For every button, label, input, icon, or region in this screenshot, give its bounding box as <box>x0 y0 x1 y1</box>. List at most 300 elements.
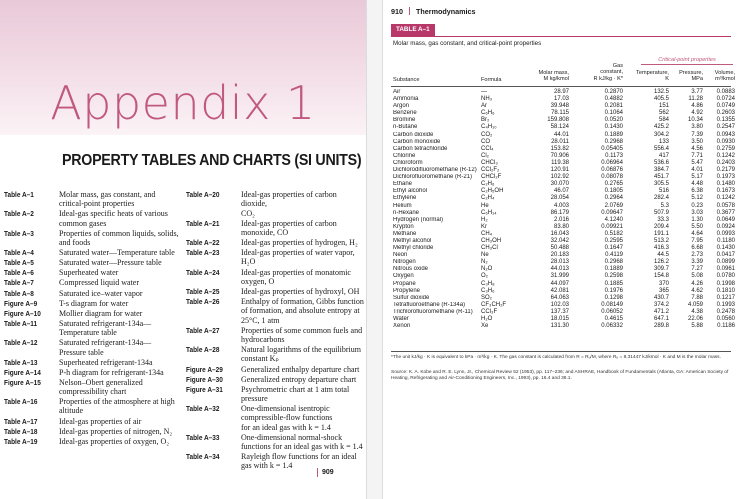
cell-gas-constant: 0.2595 <box>604 237 623 244</box>
left-page <box>0 0 366 499</box>
cell-pressure: 3.39 <box>691 259 703 266</box>
cell-gas-constant: 0.4615 <box>604 316 623 322</box>
cell-volume: 0.0649 <box>716 216 735 223</box>
toc-entry-label: Table A–16 <box>4 397 38 407</box>
cell-formula: C₆H₆ <box>481 110 495 117</box>
cell-gas-constant: 0.1064 <box>604 110 623 117</box>
cell-pressure: 4.059 <box>687 301 703 308</box>
cell-molar-mass: 46.07 <box>553 188 569 195</box>
cell-formula: CF₃CH₂F <box>481 301 507 308</box>
table-row <box>383 181 737 188</box>
cell-temperature: 513.2 <box>653 237 669 244</box>
cell-volume: 0.0749 <box>716 103 735 110</box>
toc-entry <box>4 289 182 298</box>
cell-substance: Chlorine <box>393 152 416 159</box>
cell-pressure: 5.12 <box>691 195 703 202</box>
cell-temperature: 370 <box>658 280 669 287</box>
footnote-source: Source: K. A. Kobe and R. E. Lynn, Jr., Chemical Review 52 (1953), pp. 117–236; and ASHRAE, Handbook of Fundamentals (Atlanta, GA: American Society of Heating, Refrigerating and Air-Conditioning Engineers, Inc., 1993), pp. 16.4 and 36.1. <box>391 370 729 381</box>
table-row <box>383 316 737 323</box>
toc-entry-text: Ideal-gas properties of monatomic oxygen, O <box>241 267 351 286</box>
table-row <box>383 288 737 295</box>
cell-temperature: 5.3 <box>660 202 669 209</box>
cell-substance: n-Hexane <box>393 209 420 216</box>
toc-entry-label: Table A–20 <box>186 190 220 199</box>
cell-temperature: 384.7 <box>653 167 669 174</box>
cell-gas-constant: 0.1298 <box>604 294 623 301</box>
cell-substance: Carbon monoxide <box>393 138 441 145</box>
cell-substance: Carbon dioxide <box>393 131 434 138</box>
toc-entry-label: Table A–13 <box>4 357 38 367</box>
table-tag: TABLE A–1 <box>391 24 435 36</box>
toc-entry-text: Ideal-gas properties of water vapor, H₂O <box>241 248 355 267</box>
cell-gas-constant: 0.06964 <box>601 159 623 166</box>
toc-entry-text: Compressed liquid water <box>59 278 139 288</box>
toc-entry <box>4 319 182 338</box>
cell-pressure: 4.26 <box>691 280 703 287</box>
cell-formula: CO₂ <box>481 131 493 138</box>
cell-molar-mass: 83.80 <box>553 223 569 230</box>
cell-volume: 0.1242 <box>716 152 735 159</box>
toc-entry-text: Rayleigh flow functions for an ideal gas with k = 1.4 <box>241 452 357 471</box>
toc-entry-text: Ideal-gas properties of nitrogen, N₂ <box>59 426 173 436</box>
toc-entry-text: Saturated water—Pressure table <box>59 258 162 268</box>
toc-entry-text: Ideal-gas properties of carbon monoxide, CO <box>241 218 337 237</box>
toc-entry-label: Table A–25 <box>186 286 220 296</box>
cell-temperature: 33.3 <box>657 216 669 223</box>
cell-temperature: 126.2 <box>653 259 669 266</box>
cell-pressure: 4.64 <box>691 230 703 237</box>
cell-molar-mass: 28.97 <box>553 89 569 95</box>
cell-volume: 0.2478 <box>716 308 735 315</box>
cell-substance: Tetrafluoroethane (R-134a) <box>393 301 466 308</box>
cell-formula: Ne <box>481 252 489 259</box>
toc-entry-label: Table A–17 <box>4 416 38 426</box>
cell-volume: 0.1973 <box>716 174 735 181</box>
toc-entry <box>4 378 182 397</box>
toc-entry <box>186 190 364 218</box>
toc-entry <box>4 209 182 228</box>
toc-entry-text: Saturated ice–water vapor <box>59 288 143 298</box>
cell-gas-constant: 0.5182 <box>604 230 623 237</box>
cell-molar-mass: 32.042 <box>550 237 569 244</box>
cell-molar-mass: 31.999 <box>550 273 569 280</box>
running-header <box>391 7 476 16</box>
cell-pressure: 4.92 <box>691 110 703 117</box>
cell-gas-constant: 0.1889 <box>604 266 623 273</box>
cell-temperature: 191.1 <box>653 230 669 237</box>
table-bottom-rule <box>391 351 731 352</box>
toc-entry <box>4 309 182 318</box>
cell-pressure: 2.73 <box>691 252 703 259</box>
cell-molar-mass: 4.003 <box>553 202 569 209</box>
cell-volume: 0.1180 <box>717 237 735 244</box>
toc-entry-text: Nelson–Obert generalized compressibility chart <box>59 377 143 397</box>
cell-temperature: 374.2 <box>653 301 669 308</box>
cell-formula: CH₃Cl <box>481 245 498 252</box>
cell-pressure: 5.08 <box>691 273 703 280</box>
toc-entry <box>4 437 182 446</box>
cell-formula: CH₄ <box>481 230 493 237</box>
cell-gas-constant: 0.1889 <box>604 131 623 138</box>
table-row <box>383 224 737 231</box>
table-row <box>383 302 737 309</box>
toc-entry-label: Table A–32 <box>186 404 220 414</box>
col-header-temperature: Temperature, K <box>636 70 669 83</box>
toc-entry <box>4 368 182 377</box>
cell-formula: Br₂ <box>481 117 490 124</box>
cell-temperature: 536.6 <box>653 159 669 166</box>
table-caption: Molar mass, gas constant, and critical-point properties <box>393 40 542 47</box>
page-number-left: 909 <box>322 469 334 476</box>
toc-entry-label: Table A–28 <box>186 345 220 355</box>
cell-formula: C₆H₁₄ <box>481 209 497 216</box>
toc-entry-text: Mollier diagram for water <box>59 308 143 318</box>
cell-substance: Methyl chloride <box>393 245 434 252</box>
toc-entry-label: Table A–1 <box>4 190 34 199</box>
cell-substance: Nitrogen <box>393 259 416 266</box>
cell-pressure: 1.30 <box>691 216 703 223</box>
table-row <box>383 252 737 259</box>
cell-gas-constant: 0.06052 <box>601 308 623 315</box>
cell-temperature: 556.4 <box>653 145 669 152</box>
table-row <box>383 217 737 224</box>
cell-volume: 0.0930 <box>716 138 735 145</box>
cell-molar-mass: 119.38 <box>551 159 569 166</box>
cell-pressure: 4.86 <box>691 103 703 110</box>
cell-temperature: 154.8 <box>653 273 669 280</box>
cell-gas-constant: 0.1885 <box>604 280 623 287</box>
toc-entry-text: Properties of some common fuels and hydrocarbons <box>241 325 363 345</box>
cell-pressure: 5.50 <box>691 223 703 230</box>
toc-entry <box>186 345 364 364</box>
toc-entry-text: Properties of common liquids, solids, and foods <box>59 228 179 248</box>
cell-gas-constant: 0.4119 <box>605 252 623 259</box>
toc-entry-text: Molar mass, gas constant, and critical-point properties <box>59 190 156 209</box>
cell-substance: Ammonia <box>393 96 419 103</box>
cell-substance: Propylene <box>393 287 421 294</box>
table-row <box>383 139 737 146</box>
cell-gas-constant: 0.2964 <box>604 195 623 202</box>
toc-entry-text: Generalized entropy departure chart <box>241 374 357 384</box>
toc-entry <box>4 248 182 257</box>
col-header-molar-mass: Molar mass, M kg/kmol <box>538 70 569 83</box>
toc-entry-text: Generalized enthalpy departure chart <box>241 364 360 374</box>
table-row <box>383 124 737 131</box>
toc-entry-label: Figure A–29 <box>186 364 223 374</box>
cell-molar-mass: 28.011 <box>551 138 569 145</box>
cell-temperature: 417 <box>658 152 669 159</box>
cell-temperature: 516 <box>658 188 669 195</box>
cell-pressure: 4.48 <box>691 181 703 188</box>
cell-molar-mass: 44.097 <box>550 280 569 287</box>
toc-entry <box>186 375 364 384</box>
toc-entry-label: Table A–4 <box>4 248 34 258</box>
cell-molar-mass: 159.808 <box>547 117 569 124</box>
toc-entry-text: Superheated refrigerant-134a <box>59 357 153 367</box>
cell-molar-mass: 86.179 <box>550 209 569 216</box>
table-row <box>383 203 737 210</box>
table-row <box>383 231 737 238</box>
table-row <box>383 238 737 245</box>
cell-substance: n-Butane <box>393 124 418 131</box>
cell-gas-constant: 0.2968 <box>604 259 623 266</box>
cell-formula: Xe <box>481 323 489 330</box>
cell-volume: 0.0924 <box>716 223 735 230</box>
cell-temperature: 471.2 <box>653 308 669 315</box>
cell-formula: H₂ <box>481 216 488 223</box>
col-header-volume: Volume, m³/kmol <box>714 70 735 83</box>
toc-entry <box>186 297 364 325</box>
table-row <box>383 96 737 103</box>
cell-pressure: 3.50 <box>691 138 703 145</box>
cell-formula: Cl₂ <box>481 152 489 159</box>
cell-pressure: 7.95 <box>691 237 703 244</box>
cell-pressure: 4.38 <box>691 308 703 315</box>
cell-temperature: 309.7 <box>653 266 669 273</box>
cell-volume: 0.1242 <box>716 195 735 202</box>
toc-entry-label: Table A–33 <box>186 432 220 442</box>
toc-entry-label: Table A–22 <box>186 238 220 248</box>
cell-molar-mass: 120.91 <box>550 167 569 174</box>
toc-entry-text: T-s diagram for water <box>59 298 129 308</box>
cell-volume: 0.2759 <box>716 145 735 152</box>
toc-entry-label: Figure A–14 <box>4 367 41 377</box>
toc-entry-label: Table A–24 <box>186 267 220 277</box>
toc-entry-label: Table A–5 <box>4 258 34 268</box>
cell-formula: CHCl₃ <box>481 159 498 166</box>
cell-temperature: 282.4 <box>653 195 669 202</box>
cell-temperature: 425.2 <box>653 124 669 131</box>
cell-pressure: 11.28 <box>688 96 703 103</box>
cell-formula: CCl₂F₂ <box>481 167 500 174</box>
cell-substance: Krypton <box>393 223 414 230</box>
cell-substance: Ethyl alcohol <box>393 188 428 195</box>
toc-entry <box>186 326 364 345</box>
cell-gas-constant: 0.2081 <box>604 103 623 110</box>
cell-molar-mass: 17.03 <box>553 96 569 103</box>
cell-substance: Xenon <box>393 323 411 330</box>
cell-gas-constant: 0.06332 <box>601 323 623 330</box>
cell-formula: O₂ <box>481 273 488 280</box>
toc-entry <box>4 190 182 209</box>
cell-substance: Benzene <box>393 110 417 117</box>
toc-entry-label: Table A–11 <box>4 318 38 328</box>
cell-substance: Neon <box>393 252 408 259</box>
toc-entry <box>186 452 364 471</box>
cell-substance: Argon <box>393 103 410 110</box>
cell-formula: SO₂ <box>481 294 492 301</box>
cell-pressure: 7.27 <box>691 266 703 273</box>
appendix-subtitle: PROPERTY TABLES AND CHARTS (SI UNITS) <box>62 152 362 169</box>
cell-volume: 0.1217 <box>716 294 735 301</box>
cell-volume: 0.3677 <box>716 209 735 216</box>
cell-gas-constant: 0.08149 <box>601 301 623 308</box>
toc-entry-label: Table A–2 <box>4 209 34 219</box>
cell-gas-constant: 0.09921 <box>601 223 623 230</box>
cell-pressure: 10.34 <box>687 117 703 124</box>
cell-formula: C₃H₆ <box>481 287 495 294</box>
col-header-formula: Formula <box>481 77 502 83</box>
cell-molar-mass: 58.124 <box>550 124 569 131</box>
toc-entry-label: Table A–21 <box>186 218 220 228</box>
footnote-units: *The unit kJ/kg · K is equivalent to kPa · m³/kg · K. The gas constant is calculated from R = Rᵤ/M, where Rᵤ = 8.31447 kJ/kmol · K and M is the molar mass. <box>391 355 721 360</box>
table-row <box>383 132 737 139</box>
toc-entry-text: Saturated water—Temperature table <box>59 248 175 258</box>
cell-molar-mass: 16.043 <box>550 230 569 237</box>
toc-entry <box>4 258 182 267</box>
page-gutter <box>366 0 383 499</box>
cell-molar-mass: 131.30 <box>550 323 569 330</box>
cell-temperature: 305.5 <box>653 181 669 188</box>
toc-entry-label: Table A–34 <box>186 452 220 462</box>
table-row <box>383 146 737 153</box>
cell-temperature: 451.7 <box>653 174 669 181</box>
cell-formula: NH₃ <box>481 96 493 103</box>
toc-entry-text: One-dimensional isentropic compressible-flow functions for an ideal gas with k = 1.4 <box>241 404 333 432</box>
cell-gas-constant: 0.4882 <box>604 96 623 103</box>
cell-formula: C₂H₅OH <box>481 188 504 195</box>
cell-substance: Methyl alcohol <box>393 237 432 244</box>
toc-entry <box>186 385 364 404</box>
cell-temperature: 44.5 <box>657 252 669 259</box>
table-row <box>383 110 737 117</box>
cell-formula: CH₃OH <box>481 237 502 244</box>
right-page <box>383 0 737 499</box>
toc-entry <box>4 299 182 308</box>
col-header-substance: Substance <box>393 77 420 83</box>
critical-point-header: Critical-point properties <box>641 57 733 65</box>
toc-entry <box>4 397 182 416</box>
col-header-pressure: Pressure, MPa <box>679 70 703 83</box>
cell-volume: 0.0943 <box>716 131 735 138</box>
cell-substance: Helium <box>393 202 412 209</box>
cell-molar-mass: 153.82 <box>550 145 569 152</box>
toc-entry-text: Saturated refrigerant-134a— Pressure table <box>59 338 152 357</box>
cell-gas-constant: 0.2598 <box>604 273 623 280</box>
cell-temperature: 209.4 <box>653 223 669 230</box>
cell-pressure: 5.47 <box>691 159 703 166</box>
table-row <box>383 323 737 330</box>
cell-gas-constant: 0.0520 <box>604 117 623 124</box>
toc-entry-label: Figure A–10 <box>4 308 41 318</box>
cell-molar-mass: 44.01 <box>553 131 569 138</box>
cell-formula: C₂H₆ <box>481 181 495 188</box>
cell-substance: Water <box>393 316 409 322</box>
table-row <box>383 195 737 202</box>
cell-volume: 0.1186 <box>717 323 735 330</box>
cell-pressure: 5.17 <box>691 174 703 181</box>
cell-substance: Sulfur dioxide <box>393 294 430 301</box>
toc-entry <box>4 229 182 248</box>
cell-pressure: 7.88 <box>691 294 703 301</box>
cell-temperature: 304.2 <box>653 131 669 138</box>
toc-entry-label: Table A–12 <box>4 338 38 348</box>
table-row <box>383 281 737 288</box>
cell-gas-constant: 0.06876 <box>601 167 623 174</box>
cell-substance: Dichlorodifluoromethane (R-12) <box>393 167 477 174</box>
cell-gas-constant: 0.2765 <box>604 181 623 188</box>
cell-formula: CCl₃F <box>481 308 498 315</box>
toc-entry-text: Superheated water <box>59 268 119 278</box>
toc-entry-label: Table A–18 <box>4 426 38 436</box>
cell-formula: He <box>481 202 489 209</box>
toc-entry-label: Table A–19 <box>4 436 38 446</box>
cell-pressure: 7.39 <box>691 131 703 138</box>
cell-substance: Methane <box>393 230 417 237</box>
cell-gas-constant: 0.1647 <box>604 245 623 252</box>
cell-formula: C₄H₁₀ <box>481 124 497 131</box>
cell-temperature: 133 <box>658 138 669 145</box>
appendix-title: Appendix 1 <box>50 76 316 130</box>
cell-formula: N₂ <box>481 259 488 266</box>
toc-entry-text: Ideal-gas properties of air <box>59 416 142 426</box>
cell-volume: 0.0899 <box>716 259 735 266</box>
cell-volume: 0.0883 <box>716 89 735 95</box>
cell-molar-mass: 70.906 <box>550 152 569 159</box>
table-row <box>383 188 737 195</box>
cell-volume: 0.1810 <box>716 287 735 294</box>
cell-pressure: 3.77 <box>691 89 703 95</box>
cell-gas-constant: 0.08078 <box>601 174 623 181</box>
cell-molar-mass: 44.013 <box>550 266 569 273</box>
cell-pressure: 4.01 <box>691 167 703 174</box>
toc-entry <box>4 427 182 436</box>
cell-volume: 0.0417 <box>716 252 735 259</box>
cell-temperature: 416.3 <box>653 245 669 252</box>
cell-formula: CCl₄ <box>481 145 494 152</box>
cell-temperature: 151 <box>658 103 669 110</box>
cell-molar-mass: 20.183 <box>550 252 569 259</box>
cell-pressure: 6.68 <box>691 245 703 252</box>
cell-temperature: 507.9 <box>653 209 669 216</box>
cell-formula: N₂O <box>481 266 493 273</box>
cell-gas-constant: 0.1805 <box>604 188 623 195</box>
cell-volume: 0.0724 <box>716 96 735 103</box>
cell-substance: Dichlorofluoromethane (R-21) <box>393 174 473 181</box>
toc-entry <box>186 238 364 247</box>
cell-formula: — <box>481 89 487 95</box>
cell-substance: Trichlorofluoromethane (R-11) <box>393 308 473 315</box>
toc-entry-text: Saturated refrigerant-134a— Temperature table <box>59 318 152 338</box>
cell-gas-constant: 4.1240 <box>604 216 623 223</box>
toc-entry <box>186 287 364 296</box>
cell-volume: 0.2603 <box>716 110 735 117</box>
cell-molar-mass: 50.488 <box>550 245 569 252</box>
cell-volume: 0.2179 <box>716 167 735 174</box>
toc-entry <box>4 268 182 277</box>
col-header-gas-constant: Gas constant, R kJ/kg · K* <box>593 63 623 82</box>
toc-entry-text: Ideal-gas properties of oxygen, O₂ <box>59 436 170 446</box>
cell-formula: CO <box>481 138 490 145</box>
table-row <box>383 245 737 252</box>
cell-gas-constant: 0.2968 <box>604 138 623 145</box>
toc-entry <box>186 365 364 374</box>
table-row <box>383 160 737 167</box>
table-row <box>383 153 737 160</box>
cell-volume: 0.1430 <box>716 245 735 252</box>
cell-volume: 0.0961 <box>716 266 735 273</box>
cell-gas-constant: 0.05405 <box>601 145 623 152</box>
cell-molar-mass: 30.070 <box>550 181 569 188</box>
cell-substance: Oxygen <box>393 273 414 280</box>
cell-molar-mass: 39.948 <box>550 103 569 110</box>
cell-molar-mass: 18.015 <box>550 316 569 322</box>
toc-entry-text: Ideal-gas properties of hydrogen, H₂ <box>241 238 358 248</box>
toc-entry <box>186 268 364 287</box>
cell-molar-mass: 137.37 <box>550 308 569 315</box>
cell-molar-mass: 28.054 <box>550 195 569 202</box>
toc-entry-label: Table A–7 <box>4 278 34 288</box>
